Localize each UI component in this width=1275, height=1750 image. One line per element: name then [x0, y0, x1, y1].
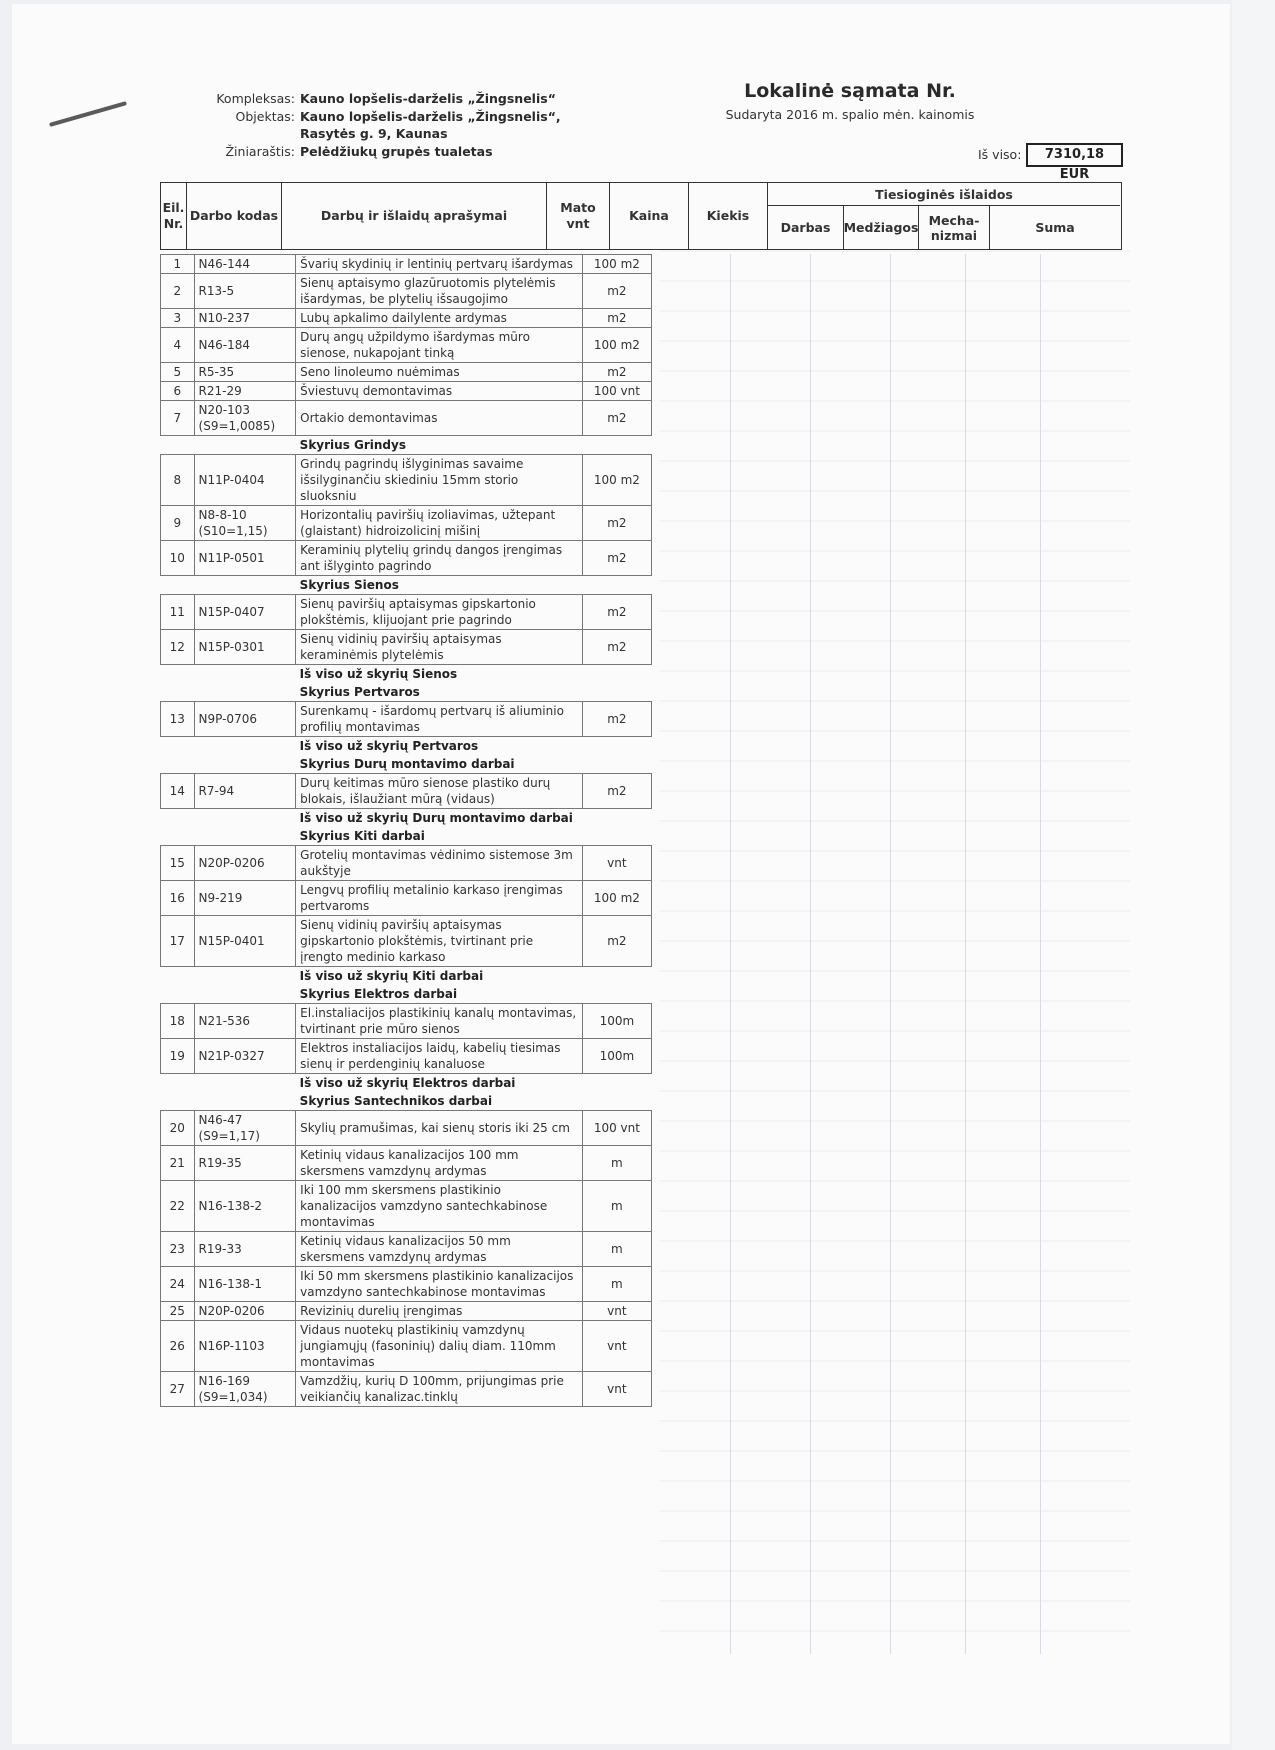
faded-column-line [810, 254, 811, 1654]
unit [582, 1074, 651, 1093]
work-description: Vamzdžių, kurių D 100mm, prijungimas prie veikiančių kanalizac.tinklų [296, 1372, 583, 1407]
work-code [194, 967, 296, 986]
table-row [161, 363, 652, 382]
work-code [194, 436, 296, 455]
col-header-code: Darbo kodas [187, 183, 282, 249]
unit [582, 683, 651, 702]
table-row [161, 1039, 652, 1074]
unit: m2 [582, 506, 651, 541]
table-row [161, 630, 652, 665]
row-number [161, 827, 195, 846]
unit: m2 [582, 309, 651, 328]
section-title: Skyrius Elektros darbai [299, 987, 458, 1001]
row-number [161, 436, 195, 455]
section-title: Skyrius Durų montavimo darbai [299, 757, 515, 771]
unit: m [582, 1181, 651, 1232]
row-number: 1 [161, 255, 195, 274]
section-title: Skyrius Santechnikos darbai [299, 1094, 493, 1108]
row-number [161, 737, 195, 756]
table-row [161, 702, 652, 737]
row-number: 15 [161, 846, 195, 881]
table-row [161, 1302, 652, 1321]
work-description: Durų angų užpildymo išardymas mūro sienose, nukapojant tinką [296, 328, 583, 363]
section-row [161, 683, 652, 702]
row-number: 10 [161, 541, 195, 576]
row-number [161, 683, 195, 702]
work-description: Seno linoleumo nuėmimas [296, 363, 583, 382]
col-header-quantity: Kiekis [689, 183, 768, 249]
header-field-sheet [200, 143, 565, 161]
section-title: Skyrius Grindys [299, 438, 406, 452]
work-code: N46-47 (S9=1,17) [194, 1111, 296, 1146]
row-number: 8 [161, 455, 195, 506]
table-header [160, 182, 1122, 250]
table-row [161, 274, 652, 309]
table-row [161, 846, 652, 881]
document-header-fields [200, 90, 565, 160]
unit: 100 vnt [582, 382, 651, 401]
col-header-mechanisms: Mecha- nizmai [919, 206, 990, 249]
work-code: N20P-0206 [194, 1302, 296, 1321]
row-number: 4 [161, 328, 195, 363]
table-row [161, 1267, 652, 1302]
row-number: 9 [161, 506, 195, 541]
section-row [161, 967, 652, 986]
col-header-description: Darbų ir išlaidų aprašymai [282, 183, 547, 249]
col-header-work: Darbas [768, 206, 844, 249]
unit [582, 737, 651, 756]
row-number [161, 665, 195, 684]
work-code: N16-169 (S9=1,034) [194, 1372, 296, 1407]
header-field-value: Kauno lopšelis-darželis „Žingsnelis“, Rasytės g. 9, Kaunas [300, 108, 561, 141]
unit: m [582, 1146, 651, 1181]
header-field-label: Žiniaraštis: [225, 143, 295, 159]
unit: vnt [582, 846, 651, 881]
row-number: 27 [161, 1372, 195, 1407]
work-code [194, 755, 296, 774]
table-row [161, 1111, 652, 1146]
row-number: 7 [161, 401, 195, 436]
faded-column-line [730, 254, 731, 1654]
unit: m2 [582, 363, 651, 382]
row-number: 18 [161, 1004, 195, 1039]
work-description: Ketinių vidaus kanalizacijos 50 mm skersmens vamzdynų ardymas [296, 1232, 583, 1267]
work-code: R21-29 [194, 382, 296, 401]
work-code: N16-138-2 [194, 1181, 296, 1232]
table-row [161, 1146, 652, 1181]
row-number: 23 [161, 1232, 195, 1267]
header-field-value: Pelėdžiukų grupės tualetas [300, 143, 493, 159]
section-title: Iš viso už skyrių Durų montavimo darbai [299, 811, 573, 825]
work-code: R5-35 [194, 363, 296, 382]
row-number: 26 [161, 1321, 195, 1372]
row-number [161, 1074, 195, 1093]
work-code: R7-94 [194, 774, 296, 809]
section-title: Skyrius Pertvaros [299, 685, 420, 699]
section-row [161, 665, 652, 684]
table-row [161, 595, 652, 630]
section-row [161, 1092, 652, 1111]
table-row [161, 1372, 652, 1407]
work-description: Revizinių durelių įrengimas [296, 1302, 583, 1321]
row-number: 19 [161, 1039, 195, 1074]
section-title: Iš viso už skyrių Sienos [299, 667, 458, 681]
row-number [161, 576, 195, 595]
row-number: 11 [161, 595, 195, 630]
section-title: Iš viso už skyrių Elektros darbai [299, 1076, 516, 1090]
table-row [161, 328, 652, 363]
unit: m [582, 1267, 651, 1302]
row-number: 20 [161, 1111, 195, 1146]
table-row [161, 309, 652, 328]
row-number [161, 985, 195, 1004]
work-description: Sienų vidinių paviršių aptaisymas keraminėmis plytelėmis [296, 630, 583, 665]
section-row [161, 809, 652, 828]
table-row [161, 541, 652, 576]
header-field-label: Kompleksas: [216, 91, 295, 106]
work-description: Keraminių plytelių grindų dangos įrengimas ant išlyginto pagrindo [296, 541, 583, 576]
unit: 100 m2 [582, 255, 651, 274]
work-description: Durų keitimas mūro sienose plastiko durų blokais, išlaužiant mūrą (vidaus) [296, 774, 583, 809]
header-field-object [200, 108, 565, 143]
header-field-complex [200, 90, 565, 108]
section-row [161, 576, 652, 595]
work-code [194, 665, 296, 684]
table-row [161, 255, 652, 274]
work-code [194, 827, 296, 846]
unit [582, 809, 651, 828]
col-header-direct-costs: Tiesioginės išlaidos [768, 183, 1120, 206]
work-description: Lengvų profilių metalinio karkaso įrengimas pertvaroms [296, 881, 583, 916]
work-code: R19-33 [194, 1232, 296, 1267]
unit [582, 827, 651, 846]
work-description: Lubų apkalimo dailylente ardymas [296, 309, 583, 328]
row-number: 2 [161, 274, 195, 309]
work-description: Sienų aptaisymo glazūruotomis plytelėmis išardymas, be plytelių išsaugojimo [296, 274, 583, 309]
work-description: Šviestuvų demontavimas [296, 382, 583, 401]
unit: m2 [582, 702, 651, 737]
work-description: Sienų vidinių paviršių aptaisymas gipskartonio plokštėmis, tvirtinant prie įrengto medinio karkaso [296, 916, 583, 967]
section-row [161, 985, 652, 1004]
table-row [161, 1232, 652, 1267]
unit: m2 [582, 630, 651, 665]
total-label: Iš viso: [978, 147, 1022, 162]
table-row [161, 506, 652, 541]
col-header-nr: Eil. Nr. [161, 183, 187, 249]
work-description: Vidaus nuotekų plastikinių vamzdynų jungiamųjų (fasoninių) dalių diam. 110mm montavimas [296, 1321, 583, 1372]
table-row [161, 881, 652, 916]
work-description: Iki 100 mm skersmens plastikinio kanalizacijos vamzdyno santechkabinose montavimas [296, 1181, 583, 1232]
unit [582, 755, 651, 774]
unit: 100 m2 [582, 881, 651, 916]
work-description: Sienų paviršių aptaisymas gipskartonio plokštėmis, klijuojant prie pagrindo [296, 595, 583, 630]
work-code: R13-5 [194, 274, 296, 309]
row-number [161, 967, 195, 986]
unit: m2 [582, 916, 651, 967]
table-row [161, 401, 652, 436]
work-description: Švarių skydinių ir lentinių pertvarų išardymas [296, 255, 583, 274]
row-number: 13 [161, 702, 195, 737]
work-description: Skylių pramušimas, kai sienų storis iki 25 cm [296, 1111, 583, 1146]
work-description: Ortakio demontavimas [296, 401, 583, 436]
work-code [194, 1074, 296, 1093]
col-header-materials: Medžiagos [844, 206, 919, 249]
work-code [194, 809, 296, 828]
work-description: Grindų pagrindų išlyginimas savaime išsilyginančiu skiediniu 15mm storio sluoksniu [296, 455, 583, 506]
row-number: 6 [161, 382, 195, 401]
unit: m2 [582, 774, 651, 809]
unit [582, 1092, 651, 1111]
unit: m2 [582, 541, 651, 576]
unit: m2 [582, 274, 651, 309]
header-field-value: Kauno lopšelis-darželis „Žingsnelis“ [300, 91, 556, 106]
work-code: N21P-0327 [194, 1039, 296, 1074]
unit [582, 665, 651, 684]
unit: vnt [582, 1321, 651, 1372]
row-number: 5 [161, 363, 195, 382]
table-row [161, 382, 652, 401]
work-code: N11P-0501 [194, 541, 296, 576]
work-code: N15P-0301 [194, 630, 296, 665]
unit: m2 [582, 595, 651, 630]
unit: m2 [582, 401, 651, 436]
work-description: Iki 50 mm skersmens plastikinio kanalizacijos vamzdyno santechkabinose montavimas [296, 1267, 583, 1302]
unit: vnt [582, 1302, 651, 1321]
estimate-table [160, 254, 652, 1407]
faded-column-line [965, 254, 966, 1654]
table-row [161, 1181, 652, 1232]
row-number: 22 [161, 1181, 195, 1232]
document-subtitle: Sudaryta 2016 m. spalio mėn. kainomis [725, 107, 975, 122]
work-code: N9P-0706 [194, 702, 296, 737]
work-code: N9-219 [194, 881, 296, 916]
unit [582, 967, 651, 986]
unit [582, 436, 651, 455]
work-description: Elektros instaliacijos laidų, kabelių tiesimas sienų ir perdenginių kanaluose [296, 1039, 583, 1074]
work-code: N15P-0407 [194, 595, 296, 630]
row-number [161, 755, 195, 774]
section-row [161, 827, 652, 846]
table-row [161, 1321, 652, 1372]
row-number: 16 [161, 881, 195, 916]
table-row [161, 455, 652, 506]
work-description: Surenkamų - išardomų pertvarų iš aliuminio profilių montavimas [296, 702, 583, 737]
work-code: N21-536 [194, 1004, 296, 1039]
row-number: 24 [161, 1267, 195, 1302]
total-value: 7310,18 EUR [1026, 143, 1123, 167]
unit: 100 m2 [582, 328, 651, 363]
header-field-label: Objektas: [235, 108, 295, 124]
work-code [194, 576, 296, 595]
section-row [161, 737, 652, 756]
work-description: El.instaliacijos plastikinių kanalų montavimas, tvirtinant prie mūro sienos [296, 1004, 583, 1039]
scan-margin [1232, 0, 1275, 1750]
unit: vnt [582, 1372, 651, 1407]
work-code: N11P-0404 [194, 455, 296, 506]
unit: 100m [582, 1004, 651, 1039]
estimate-table-body [161, 255, 652, 1407]
section-row [161, 755, 652, 774]
work-code: N16-138-1 [194, 1267, 296, 1302]
row-number: 14 [161, 774, 195, 809]
row-number: 21 [161, 1146, 195, 1181]
unit: m [582, 1232, 651, 1267]
row-number: 3 [161, 309, 195, 328]
work-code: N46-184 [194, 328, 296, 363]
work-code: N8-8-10 (S10=1,15) [194, 506, 296, 541]
work-code: N16P-1103 [194, 1321, 296, 1372]
row-number: 12 [161, 630, 195, 665]
unit [582, 985, 651, 1004]
document-title: Lokalinė sąmata Nr. [744, 80, 956, 102]
work-code [194, 737, 296, 756]
row-number: 25 [161, 1302, 195, 1321]
table-row [161, 1004, 652, 1039]
row-number [161, 809, 195, 828]
work-description: Grotelių montavimas vėdinimo sistemose 3m aukštyje [296, 846, 583, 881]
work-code: N46-144 [194, 255, 296, 274]
work-code: N20-103 (S9=1,0085) [194, 401, 296, 436]
faded-column-line [1040, 254, 1041, 1654]
section-row [161, 436, 652, 455]
section-title: Skyrius Kiti darbai [299, 829, 425, 843]
work-description: Horizontalių paviršių izoliavimas, užtepant (glaistant) hidroizolicinį mišinį [296, 506, 583, 541]
work-code: N15P-0401 [194, 916, 296, 967]
section-title: Iš viso už skyrių Kiti darbai [299, 969, 484, 983]
work-code: N20P-0206 [194, 846, 296, 881]
faded-column-line [890, 254, 891, 1654]
unit [582, 576, 651, 595]
work-description: Ketinių vidaus kanalizacijos 100 mm skersmens vamzdynų ardymas [296, 1146, 583, 1181]
table-row [161, 774, 652, 809]
section-title: Skyrius Sienos [299, 578, 399, 592]
section-title: Iš viso už skyrių Pertvaros [299, 739, 479, 753]
col-header-unit: Mato vnt [547, 183, 610, 249]
work-code [194, 1092, 296, 1111]
work-code [194, 683, 296, 702]
unit: 100m [582, 1039, 651, 1074]
work-code [194, 985, 296, 1004]
table-row [161, 916, 652, 967]
row-number: 17 [161, 916, 195, 967]
section-row [161, 1074, 652, 1093]
work-code: R19-35 [194, 1146, 296, 1181]
row-number [161, 1092, 195, 1111]
col-header-price: Kaina [610, 183, 689, 249]
unit: 100 m2 [582, 455, 651, 506]
work-code: N10-237 [194, 309, 296, 328]
col-header-sum: Suma [1035, 220, 1075, 235]
unit: 100 vnt [582, 1111, 651, 1146]
